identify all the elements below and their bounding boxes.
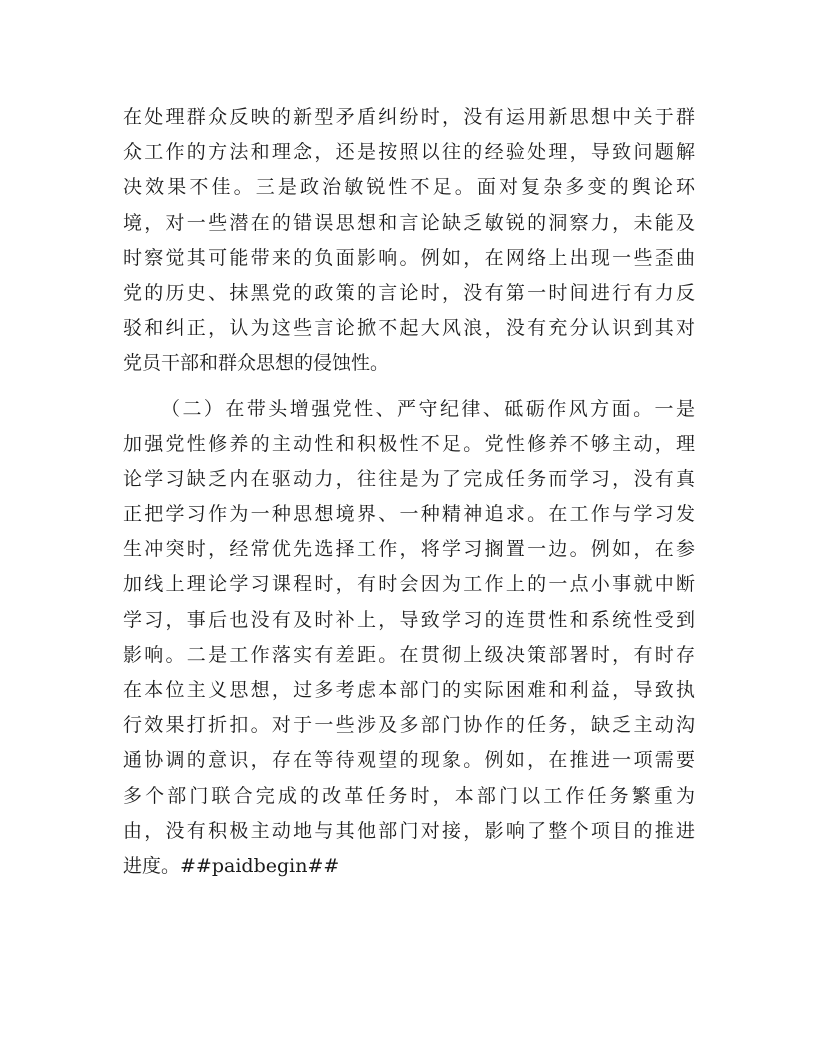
text-line: 生冲突时，经常优先选择工作，将学习搁置一边。例如，在参	[123, 538, 695, 561]
paragraph-spacer	[123, 382, 695, 392]
text-line: 行效果打折扣。对于一些涉及多部门协作的任务，缺乏主动沟	[123, 714, 695, 737]
text-line: 决效果不佳。三是政治敏锐性不足。面对复杂多变的舆论环	[123, 176, 695, 199]
text-line: 在本位主义思想，过多考虑本部门的实际困难和利益，导致执	[123, 679, 695, 701]
text-line: 加线上理论学习课程时，有时会因为工作上的一点小事就中断	[123, 573, 695, 596]
text-line: 通协调的意识，存在等待观望的现象。例如，在推进一项需要	[123, 749, 695, 772]
text-line: 时察觉其可能带来的负面影响。例如，在网络上出现一些歪曲	[123, 246, 695, 269]
text-line: 学习，事后也没有及时补上，导致学习的连贯性和系统性受到	[123, 608, 695, 631]
text-line: 众工作的方法和理念，还是按照以往的经验处理，导致问题解	[123, 141, 695, 164]
text-line: 进度。##paidbegin##	[123, 854, 340, 877]
text-line: 境，对一些潜在的错误思想和言论缺乏敏锐的洞察力，未能及	[123, 211, 695, 234]
text-line: 多个部门联合完成的改革任务时，本部门以工作任务繁重为	[123, 784, 695, 807]
document-body	[123, 100, 695, 884]
text-line: 在处理群众反映的新型矛盾纠纷时，没有运用新思想中关于群	[123, 106, 695, 128]
text-line: （二）在带头增强党性、严守纪律、砥砺作风方面。一是	[161, 397, 695, 420]
text-line: 驳和纠正，认为这些言论掀不起大风浪，没有充分认识到其对	[123, 317, 695, 340]
paragraph-2	[123, 392, 695, 885]
text-line: 加强党性修养的主动性和积极性不足。党性修养不够主动，理	[123, 432, 695, 455]
paragraph-1	[123, 100, 695, 382]
text-line: 正把学习作为一种思想境界、一种精神追求。在工作与学习发	[123, 503, 695, 526]
text-line: 影响。二是工作落实有差距。在贯彻上级决策部署时，有时存	[123, 643, 695, 666]
text-line: 党的历史、抹黑党的政策的言论时，没有第一时间进行有力反	[123, 281, 695, 304]
text-line: 论学习缺乏内在驱动力，往往是为了完成任务而学习，没有真	[123, 467, 695, 490]
text-line: 由，没有积极主动地与其他部门对接，影响了整个项目的推进	[123, 819, 695, 842]
text-line: 党员干部和群众思想的侵蚀性。	[123, 352, 390, 375]
